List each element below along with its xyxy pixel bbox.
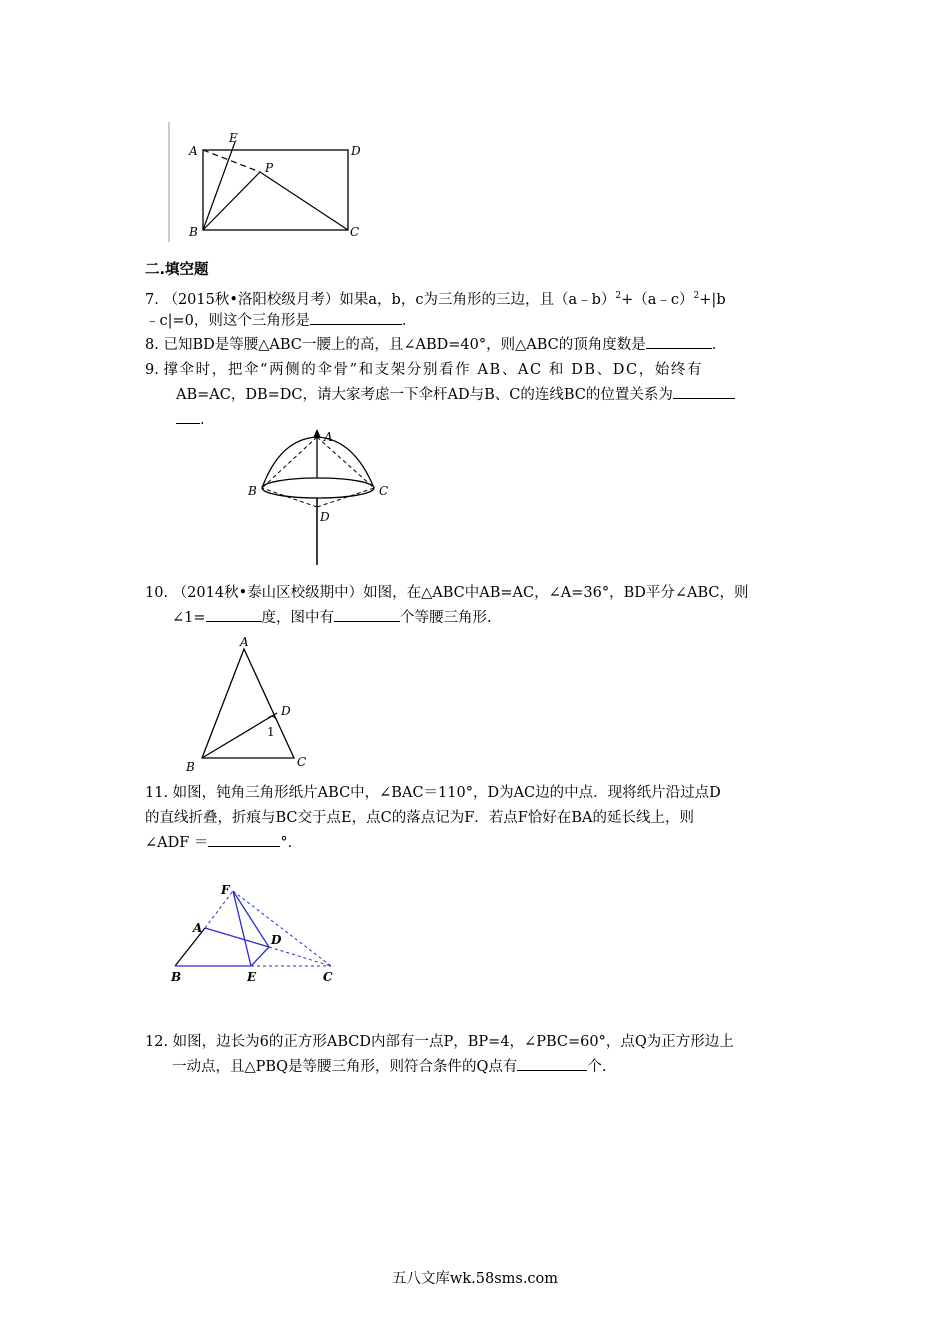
fig4-label-b: B [171, 970, 182, 984]
q8-line [145, 333, 726, 357]
q11-line3-b: °． [280, 835, 303, 851]
q8-number: 8. [145, 337, 159, 353]
q12-answer-blank[interactable] [517, 1056, 587, 1071]
q9-answer-blank-cont[interactable] [176, 409, 200, 424]
fig4-segment-fd [233, 891, 269, 947]
fig1-label-e: E [229, 131, 238, 145]
fig1-segment-be [203, 142, 235, 230]
q7-line1 [145, 284, 726, 312]
q10-count-blank[interactable] [334, 607, 400, 622]
q7-line2-text: ﹣c|=0，则这个三角形是 [145, 313, 310, 329]
fig1-label-a: A [189, 144, 198, 158]
fig1-label-b: B [189, 225, 198, 239]
q9-line1 [145, 358, 703, 382]
q9-line3-text: . [200, 412, 205, 428]
q12-line2-b: 个. [587, 1059, 607, 1075]
q10-line1 [145, 581, 749, 605]
fig4-label-d: D [271, 933, 282, 947]
q11-line2-text: 的直线折叠，折痕与BC交于点E，点C的落点记为F．若点F恰好在BA的延长线上，则 [145, 810, 694, 826]
q10-number: 10. [145, 585, 169, 601]
q7-sup2: 2 [693, 291, 700, 301]
figure-umbrella [240, 425, 400, 570]
q9-line3 [176, 408, 205, 432]
q11-answer-blank[interactable] [208, 832, 280, 847]
fig1-segment-pc [260, 172, 348, 230]
q8-end: ． [711, 337, 727, 353]
q7-answer-blank[interactable] [310, 310, 402, 325]
q7-text-b: +（a﹣c） [621, 292, 694, 308]
q11-line1 [145, 781, 721, 805]
q11-number: 11. [145, 785, 169, 801]
figure-folded-triangle [165, 878, 345, 988]
fig1-label-c: C [350, 225, 360, 239]
q7-text-a: （2015秋•洛阳校级月考）如果a，b，c为三角形的三边，且（a﹣b） [163, 292, 616, 308]
fig1-label-d: D [351, 144, 361, 158]
fig4-label-f: F [221, 883, 230, 897]
q7-line2 [145, 309, 416, 333]
q11-line3-a: ∠ADF ＝ [145, 835, 209, 851]
q10-line2-a: ∠1= [172, 610, 206, 626]
fig1-label-p: P [265, 161, 274, 175]
fig2-label-c: C [379, 484, 389, 498]
q8-text: 已知BD是等腰△ABC一腰上的高，且∠ABD=40°，则△ABC的顶角度数是 [163, 337, 646, 353]
fig4-label-c: C [323, 970, 333, 984]
q9-line2 [176, 383, 735, 407]
page-footer: 五八文库wk.58sms.com [391, 1271, 559, 1287]
q11-line3 [145, 831, 302, 855]
fig3-label-one: 1 [267, 725, 275, 739]
q9-number: 9. [145, 362, 159, 378]
fig2-rim-ellipse [262, 478, 374, 498]
q11-line2 [145, 806, 694, 830]
fig3-bisector-bd [202, 713, 277, 758]
q10-angle-blank[interactable] [206, 607, 262, 622]
figure-rectangle-abcd [165, 120, 375, 245]
fig3-label-b: B [186, 760, 195, 774]
q12-line2-a: 一动点，且△PBQ是等腰三角形，则符合条件的Q点有 [172, 1059, 518, 1075]
fig2-label-a: A [324, 430, 333, 444]
fig1-rectangle [203, 150, 348, 230]
section-title: 二.填空题 [145, 262, 209, 278]
q12-line1-text: 如图，边长为6的正方形ABCD内部有一点P，BP=4，∠PBC=60°，点Q为正方形边上 [172, 1034, 734, 1050]
figure-isosceles-triangle [180, 635, 320, 775]
q7-sup1: 2 [615, 291, 622, 301]
q10-line2-b: 度，图中有 [261, 610, 335, 626]
q10-line2-c: 个等腰三角形. [400, 610, 492, 626]
fig3-label-a: A [240, 635, 249, 649]
q7-number: 7. [145, 292, 159, 308]
fig4-label-a: A [193, 921, 203, 935]
fig4-segment-de [251, 947, 269, 966]
q12-line2 [172, 1055, 606, 1079]
q11-line1-text: 如图，钝角三角形纸片ABC中，∠BAC＝110°，D为AC边的中点．现将纸片沿过点D [172, 785, 721, 801]
q10-line2 [172, 606, 492, 630]
q8-answer-blank[interactable] [646, 334, 712, 349]
q12-line1 [145, 1030, 734, 1054]
q9-line2-text: AB=AC，DB=DC，请大家考虑一下伞杆AD与B、C的连线BC的位置关系为 [176, 387, 673, 403]
q12-number: 12. [145, 1034, 169, 1050]
q9-answer-blank[interactable] [673, 384, 735, 399]
fig1-segment-bp [203, 172, 260, 230]
q7-line2-end: ． [401, 313, 417, 329]
fig2-label-b: B [248, 484, 257, 498]
fig3-label-c: C [297, 755, 307, 769]
fig3-label-d: D [281, 704, 291, 718]
q7-text-c: +|b [699, 292, 726, 308]
q10-line1-text: （2014秋•泰山区校级期中）如图，在△ABC中AB=AC，∠A=36°，BD平分∠ABC，则 [172, 585, 749, 601]
fig4-label-e: E [247, 970, 257, 984]
fig4-segment-ad [205, 928, 269, 947]
q9-line1-text: 撑伞时，把伞“两侧的伞骨”和支架分别看作 AB、AC 和 DB、DC，始终有 [163, 362, 704, 378]
fig4-dash-dc [269, 947, 331, 966]
fig2-label-d: D [320, 510, 330, 524]
